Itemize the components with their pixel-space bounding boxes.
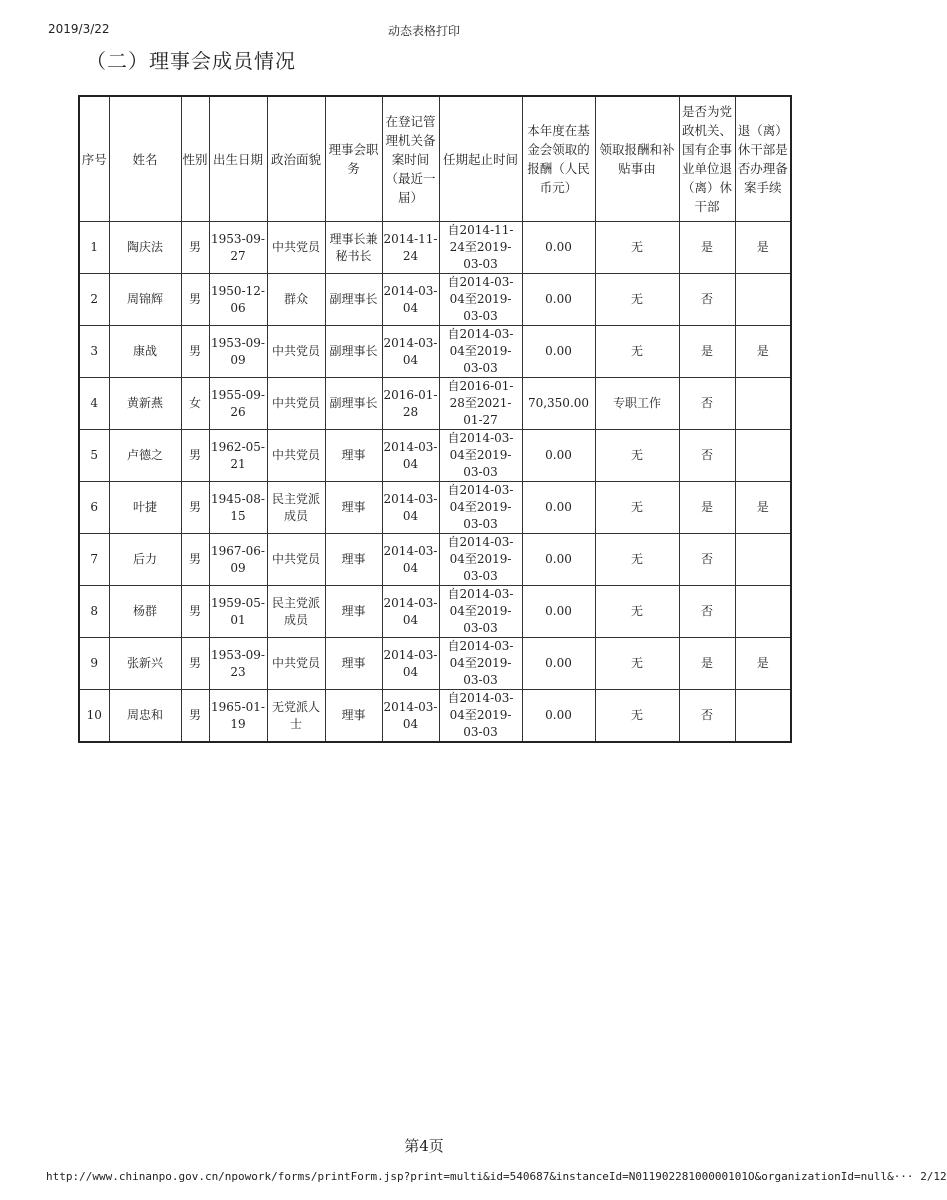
- board-members-table: [78, 95, 792, 743]
- cell-retired-official: 是: [679, 222, 735, 274]
- cell-political-status: 民主党派成员: [267, 586, 325, 638]
- cell-name: 后力: [109, 534, 181, 586]
- cell-gender: 男: [181, 274, 209, 326]
- cell-filing-date: 2014-03-04: [382, 274, 439, 326]
- cell-term: 自2014-03-04至2019-03-03: [439, 690, 522, 743]
- cell-index: 7: [79, 534, 109, 586]
- cell-filing-date: 2014-03-04: [382, 430, 439, 482]
- cell-retired-official: 否: [679, 690, 735, 743]
- footer-page-count: 2/12: [920, 1170, 947, 1183]
- cell-gender: 男: [181, 430, 209, 482]
- cell-retired-official: 否: [679, 534, 735, 586]
- cell-political-status: 中共党员: [267, 638, 325, 690]
- cell-gender: 男: [181, 690, 209, 743]
- cell-remuneration: 0.00: [522, 430, 595, 482]
- cell-remuneration-reason: 无: [595, 430, 679, 482]
- print-header-title: 动态表格打印: [387, 24, 460, 38]
- cell-filing-date: 2016-01-28: [382, 378, 439, 430]
- table-row: [79, 222, 791, 274]
- cell-term: 自2014-03-04至2019-03-03: [439, 326, 522, 378]
- cell-birthdate: 1953-09-23: [209, 638, 267, 690]
- print-date: 2019/3/22: [48, 22, 110, 36]
- cell-gender: 男: [181, 638, 209, 690]
- cell-remuneration-reason: 无: [595, 326, 679, 378]
- cell-term: 自2014-03-04至2019-03-03: [439, 638, 522, 690]
- cell-birthdate: 1967-06-09: [209, 534, 267, 586]
- col-header-political-status: 政治面貌: [267, 96, 325, 222]
- cell-remuneration: 0.00: [522, 690, 595, 743]
- cell-gender: 男: [181, 326, 209, 378]
- cell-birthdate: 1955-09-26: [209, 378, 267, 430]
- cell-gender: 男: [181, 222, 209, 274]
- cell-remuneration-reason: 无: [595, 274, 679, 326]
- cell-index: 4: [79, 378, 109, 430]
- cell-retiree-filing: 是: [735, 638, 791, 690]
- table-row: [79, 274, 791, 326]
- cell-index: 9: [79, 638, 109, 690]
- cell-birthdate: 1953-09-27: [209, 222, 267, 274]
- cell-gender: 男: [181, 534, 209, 586]
- cell-board-position: 副理事长: [325, 378, 382, 430]
- cell-name: 周锦辉: [109, 274, 181, 326]
- cell-political-status: 中共党员: [267, 430, 325, 482]
- cell-term: 自2014-03-04至2019-03-03: [439, 430, 522, 482]
- cell-remuneration: 70,350.00: [522, 378, 595, 430]
- footer-url: [46, 1170, 947, 1183]
- cell-remuneration-reason: 无: [595, 222, 679, 274]
- cell-retired-official: 否: [679, 430, 735, 482]
- cell-birthdate: 1959-05-01: [209, 586, 267, 638]
- col-header-retired-official: 是否为党政机关、国有企事业单位退（离）休干部: [679, 96, 735, 222]
- cell-board-position: 副理事长: [325, 326, 382, 378]
- cell-political-status: 中共党员: [267, 378, 325, 430]
- cell-remuneration: 0.00: [522, 326, 595, 378]
- cell-retired-official: 否: [679, 586, 735, 638]
- cell-board-position: 副理事长: [325, 274, 382, 326]
- cell-birthdate: 1953-09-09: [209, 326, 267, 378]
- cell-index: 10: [79, 690, 109, 743]
- cell-political-status: 民主党派成员: [267, 482, 325, 534]
- cell-board-position: 理事: [325, 430, 382, 482]
- cell-index: 8: [79, 586, 109, 638]
- col-header-remuneration-reason: 领取报酬和补贴事由: [595, 96, 679, 222]
- cell-term: 自2014-03-04至2019-03-03: [439, 534, 522, 586]
- cell-filing-date: 2014-03-04: [382, 482, 439, 534]
- cell-gender: 女: [181, 378, 209, 430]
- cell-name: 张新兴: [109, 638, 181, 690]
- cell-remuneration: 0.00: [522, 638, 595, 690]
- cell-retiree-filing: 是: [735, 482, 791, 534]
- cell-retiree-filing: [735, 586, 791, 638]
- cell-filing-date: 2014-03-04: [382, 638, 439, 690]
- col-header-board-position: 理事会职务: [325, 96, 382, 222]
- cell-board-position: 理事: [325, 534, 382, 586]
- cell-retiree-filing: 是: [735, 222, 791, 274]
- cell-retiree-filing: [735, 274, 791, 326]
- cell-birthdate: 1945-08-15: [209, 482, 267, 534]
- cell-birthdate: 1965-01-19: [209, 690, 267, 743]
- cell-term: 自2014-03-04至2019-03-03: [439, 482, 522, 534]
- cell-board-position: 理事: [325, 638, 382, 690]
- cell-political-status: 中共党员: [267, 222, 325, 274]
- table-row: [79, 378, 791, 430]
- cell-remuneration: 0.00: [522, 222, 595, 274]
- section-title: （二）理事会成员情况: [86, 49, 296, 73]
- cell-filing-date: 2014-03-04: [382, 586, 439, 638]
- table-row: [79, 586, 791, 638]
- cell-term: 自2014-03-04至2019-03-03: [439, 586, 522, 638]
- cell-retiree-filing: [735, 534, 791, 586]
- table-row: [79, 638, 791, 690]
- cell-remuneration: 0.00: [522, 274, 595, 326]
- cell-term: 自2016-01-28至2021-01-27: [439, 378, 522, 430]
- cell-board-position: 理事: [325, 690, 382, 743]
- table-row: [79, 482, 791, 534]
- table-header-row: [79, 96, 791, 222]
- cell-retiree-filing: [735, 430, 791, 482]
- cell-index: 6: [79, 482, 109, 534]
- cell-index: 2: [79, 274, 109, 326]
- cell-index: 3: [79, 326, 109, 378]
- col-header-gender: 性别: [181, 96, 209, 222]
- cell-filing-date: 2014-03-04: [382, 690, 439, 743]
- cell-term: 自2014-11-24至2019-03-03: [439, 222, 522, 274]
- cell-term: 自2014-03-04至2019-03-03: [439, 274, 522, 326]
- table-body: [79, 222, 791, 743]
- cell-index: 1: [79, 222, 109, 274]
- col-header-index: 序号: [79, 96, 109, 222]
- cell-political-status: 中共党员: [267, 534, 325, 586]
- cell-gender: 男: [181, 482, 209, 534]
- cell-remuneration: 0.00: [522, 482, 595, 534]
- cell-filing-date: 2014-03-04: [382, 534, 439, 586]
- table-row: [79, 534, 791, 586]
- col-header-name: 姓名: [109, 96, 181, 222]
- cell-remuneration-reason: 无: [595, 638, 679, 690]
- cell-board-position: 理事: [325, 586, 382, 638]
- table-row: [79, 326, 791, 378]
- cell-name: 周忠和: [109, 690, 181, 743]
- cell-board-position: 理事长兼秘书长: [325, 222, 382, 274]
- cell-name: 叶捷: [109, 482, 181, 534]
- cell-retired-official: 否: [679, 274, 735, 326]
- cell-remuneration-reason: 专职工作: [595, 378, 679, 430]
- col-header-filing-date: 在登记管理机关备案时间（最近一届）: [382, 96, 439, 222]
- cell-filing-date: 2014-11-24: [382, 222, 439, 274]
- cell-retired-official: 是: [679, 638, 735, 690]
- col-header-retiree-filing: 退（离）休干部是否办理备案手续: [735, 96, 791, 222]
- cell-board-position: 理事: [325, 482, 382, 534]
- cell-name: 卢德之: [109, 430, 181, 482]
- cell-birthdate: 1962-05-21: [209, 430, 267, 482]
- cell-filing-date: 2014-03-04: [382, 326, 439, 378]
- cell-remuneration-reason: 无: [595, 482, 679, 534]
- cell-retiree-filing: [735, 378, 791, 430]
- cell-remuneration: 0.00: [522, 534, 595, 586]
- col-header-remuneration: 本年度在基金会领取的报酬（人民币元）: [522, 96, 595, 222]
- cell-birthdate: 1950-12-06: [209, 274, 267, 326]
- cell-remuneration-reason: 无: [595, 534, 679, 586]
- cell-political-status: 群众: [267, 274, 325, 326]
- footer-url-text: http://www.chinanpo.gov.cn/npowork/forms/printForm.jsp?print=multi&id=540687&instanceId=N01190228100000101O&organizationId=null&···: [46, 1170, 914, 1183]
- cell-retiree-filing: [735, 690, 791, 743]
- cell-political-status: 中共党员: [267, 326, 325, 378]
- cell-name: 康战: [109, 326, 181, 378]
- table-row: [79, 690, 791, 743]
- cell-retired-official: 是: [679, 326, 735, 378]
- cell-remuneration-reason: 无: [595, 586, 679, 638]
- cell-name: 杨群: [109, 586, 181, 638]
- col-header-term: 任期起止时间: [439, 96, 522, 222]
- cell-retiree-filing: 是: [735, 326, 791, 378]
- cell-name: 黄新燕: [109, 378, 181, 430]
- cell-index: 5: [79, 430, 109, 482]
- cell-remuneration: 0.00: [522, 586, 595, 638]
- cell-retired-official: 否: [679, 378, 735, 430]
- col-header-birthdate: 出生日期: [209, 96, 267, 222]
- cell-retired-official: 是: [679, 482, 735, 534]
- cell-gender: 男: [181, 586, 209, 638]
- cell-name: 陶庆法: [109, 222, 181, 274]
- page-number: 第4页: [404, 1137, 444, 1155]
- cell-remuneration-reason: 无: [595, 690, 679, 743]
- table-row: [79, 430, 791, 482]
- cell-political-status: 无党派人士: [267, 690, 325, 743]
